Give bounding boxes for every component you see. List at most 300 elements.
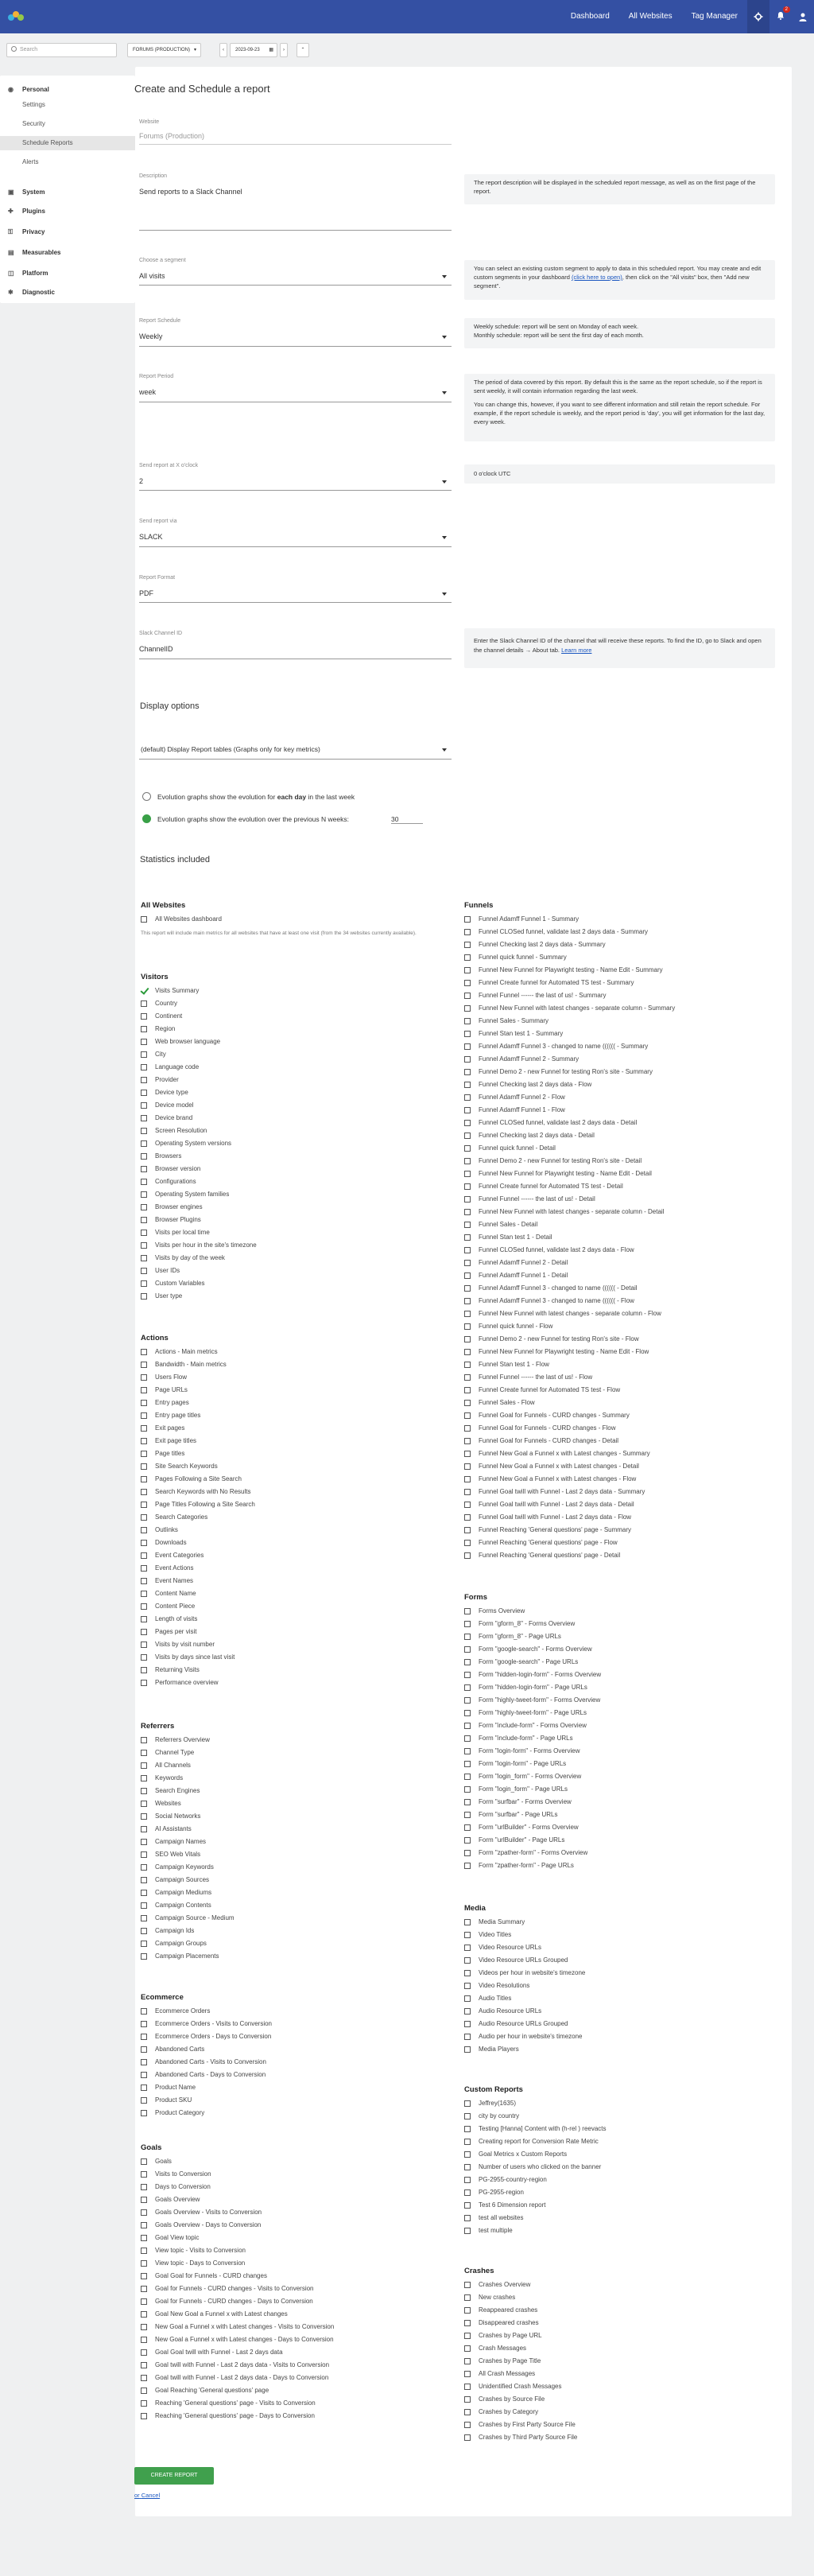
- report-checkbox-label[interactable]: Funnel Goal for Funnels - CURD changes - Flow: [479, 1424, 616, 1432]
- report-checkbox-label[interactable]: test multiple: [479, 2227, 513, 2234]
- report-checkbox-label[interactable]: Language code: [155, 1063, 200, 1070]
- report-checkbox[interactable]: [464, 1527, 471, 1533]
- report-checkbox-label[interactable]: Funnel Checking last 2 days data - Detail: [479, 1132, 595, 1139]
- report-checkbox[interactable]: [141, 1400, 147, 1406]
- report-checkbox[interactable]: [141, 1902, 147, 1909]
- report-checkbox[interactable]: [464, 1659, 471, 1665]
- report-checkbox[interactable]: [464, 1260, 471, 1266]
- report-checkbox-label[interactable]: Length of visits: [155, 1615, 198, 1622]
- report-checkbox[interactable]: [141, 2072, 147, 2078]
- report-checkbox-label[interactable]: Funnel Checking last 2 days data - Summary: [479, 941, 606, 948]
- report-checkbox-label[interactable]: Funnel Reaching 'General questions' page - Summary: [479, 1526, 632, 1533]
- report-checkbox[interactable]: [464, 1540, 471, 1546]
- report-checkbox[interactable]: [141, 1826, 147, 1832]
- report-checkbox[interactable]: [464, 1502, 471, 1508]
- report-checkbox-label[interactable]: Funnel Stan test 1 - Detail: [479, 1234, 552, 1241]
- report-checkbox[interactable]: [141, 1680, 147, 1686]
- report-checkbox[interactable]: [464, 993, 471, 999]
- report-checkbox[interactable]: [464, 1476, 471, 1482]
- report-checkbox-label[interactable]: Visits by visit number: [155, 1641, 215, 1648]
- report-checkbox[interactable]: [141, 1374, 147, 1381]
- report-checkbox-label[interactable]: Custom Variables: [155, 1280, 205, 1287]
- compare-toggle[interactable]: [297, 43, 309, 57]
- report-checkbox-label[interactable]: Device model: [155, 1102, 194, 1109]
- report-checkbox-label[interactable]: Form "include-form" - Forms Overview: [479, 1722, 587, 1729]
- report-checkbox-label[interactable]: Funnel Demo 2 - new Funnel for testing Ron's site - Flow: [479, 1335, 639, 1342]
- report-checkbox[interactable]: [464, 1209, 471, 1215]
- report-checkbox[interactable]: [464, 1697, 471, 1704]
- report-checkbox[interactable]: [464, 1983, 471, 1989]
- report-checkbox[interactable]: [141, 2209, 147, 2216]
- report-checkbox-label[interactable]: Video Titles: [479, 1931, 512, 1938]
- report-checkbox-label[interactable]: Funnel New Goal a Funnel x with Latest changes - Summary: [479, 1450, 650, 1457]
- report-checkbox[interactable]: [464, 2345, 471, 2352]
- report-checkbox-label[interactable]: Audio Resource URLs Grouped: [479, 2020, 568, 2027]
- report-checkbox[interactable]: [464, 1234, 471, 1241]
- report-checkbox-label[interactable]: Entry pages: [155, 1399, 189, 1406]
- report-checkbox[interactable]: [464, 2151, 471, 2158]
- report-checkbox-label[interactable]: Media Players: [479, 2046, 519, 2053]
- report-checkbox-label[interactable]: Site Search Keywords: [155, 1463, 218, 1470]
- report-checkbox[interactable]: [141, 1230, 147, 1236]
- report-checkbox[interactable]: [141, 2248, 147, 2254]
- report-checkbox-label[interactable]: Pages Following a Site Search: [155, 1475, 242, 1482]
- report-checkbox[interactable]: [141, 1953, 147, 1960]
- report-checkbox[interactable]: [464, 1919, 471, 1925]
- report-checkbox[interactable]: [141, 1578, 147, 1584]
- report-checkbox[interactable]: [464, 1723, 471, 1729]
- report-checkbox-label[interactable]: Videos per hour in website's timezone: [479, 1969, 586, 1976]
- report-checkbox[interactable]: [141, 1191, 147, 1198]
- report-checkbox[interactable]: [141, 2110, 147, 2116]
- report-checkbox-label[interactable]: Content Name: [155, 1590, 196, 1597]
- report-checkbox[interactable]: [464, 1761, 471, 1767]
- report-checkbox-label[interactable]: Disappeared crashes: [479, 2319, 539, 2326]
- report-checkbox[interactable]: [464, 1786, 471, 1793]
- report-checkbox-label[interactable]: New crashes: [479, 2294, 516, 2301]
- report-checkbox-label[interactable]: PG-2955-country-region: [479, 2176, 547, 2183]
- evolution-n-weeks-input[interactable]: 30: [391, 815, 423, 824]
- report-checkbox-label[interactable]: Browsers: [155, 1152, 182, 1160]
- app-logo[interactable]: [8, 10, 25, 22]
- report-checkbox-label[interactable]: Visits to Conversion: [155, 2170, 211, 2178]
- report-checkbox[interactable]: [464, 1425, 471, 1432]
- report-checkbox-label[interactable]: Crashes Overview: [479, 2281, 531, 2288]
- report-checkbox[interactable]: [464, 1412, 471, 1419]
- report-checkbox[interactable]: [141, 2324, 147, 2330]
- report-checkbox[interactable]: [141, 1616, 147, 1622]
- report-checkbox[interactable]: [464, 2434, 471, 2441]
- report-checkbox-label[interactable]: Funnel Stan test 1 - Summary: [479, 1030, 564, 1037]
- report-checkbox-label[interactable]: Performance overview: [155, 1679, 219, 1686]
- report-checkbox[interactable]: [141, 1362, 147, 1368]
- report-checkbox-label[interactable]: Social Networks: [155, 1813, 201, 1820]
- report-checkbox-label[interactable]: Funnel New Goal a Funnel x with Latest changes - Detail: [479, 1463, 639, 1470]
- report-checkbox[interactable]: [141, 1013, 147, 1020]
- report-checkbox-label[interactable]: Goal Goal twill with Funnel - Last 2 days data: [155, 2349, 283, 2356]
- report-checkbox[interactable]: [464, 1031, 471, 1037]
- report-checkbox[interactable]: [141, 1387, 147, 1393]
- report-checkbox[interactable]: [141, 2197, 147, 2203]
- report-checkbox[interactable]: [141, 1451, 147, 1457]
- report-checkbox-label[interactable]: Web browser language: [155, 1038, 221, 1045]
- report-checkbox[interactable]: [141, 1000, 147, 1007]
- report-checkbox-label[interactable]: Crashes by Category: [479, 2408, 539, 2415]
- report-checkbox[interactable]: [464, 1608, 471, 1614]
- report-checkbox[interactable]: [141, 2298, 147, 2305]
- report-checkbox-label[interactable]: Abandoned Carts - Visits to Conversion: [155, 2058, 266, 2065]
- report-checkbox[interactable]: [464, 2409, 471, 2415]
- report-checkbox-label[interactable]: test all websites: [479, 2214, 524, 2221]
- report-checkbox-label[interactable]: Funnel Sales - Flow: [479, 1399, 535, 1406]
- report-checkbox-label[interactable]: Funnel Create funnel for Automated TS test - Summary: [479, 979, 634, 986]
- report-checkbox[interactable]: [141, 2413, 147, 2419]
- report-checkbox-label[interactable]: Form "highly-tweet-form" - Page URLs: [479, 1709, 587, 1716]
- report-checkbox-label[interactable]: Goal twill with Funnel - Last 2 days data - Visits to Conversion: [155, 2361, 330, 2368]
- report-checkbox-label[interactable]: Goals Overview - Visits to Conversion: [155, 2209, 262, 2216]
- report-checkbox-label[interactable]: Reaching 'General questions' page - Visits to Conversion: [155, 2399, 316, 2407]
- report-checkbox-label[interactable]: Form "zpather-form" - Forms Overview: [479, 1849, 588, 1856]
- report-checkbox-label[interactable]: New Goal a Funnel x with Latest changes - Days to Conversion: [155, 2336, 334, 2343]
- report-checkbox[interactable]: [141, 1813, 147, 1820]
- report-checkbox[interactable]: [141, 2375, 147, 2381]
- report-checkbox-label[interactable]: Visits by day of the week: [155, 1254, 225, 1261]
- report-checkbox[interactable]: [464, 1621, 471, 1627]
- report-checkbox-label[interactable]: Funnel quick funnel - Flow: [479, 1323, 553, 1330]
- report-checkbox[interactable]: [464, 1107, 471, 1113]
- report-checkbox[interactable]: [141, 1864, 147, 1871]
- report-checkbox[interactable]: [141, 1540, 147, 1546]
- sidebar-item-alerts[interactable]: [0, 155, 135, 169]
- report-checkbox[interactable]: [141, 1750, 147, 1756]
- via-select[interactable]: SLACK: [139, 533, 163, 541]
- bell-icon[interactable]: [769, 0, 792, 33]
- report-checkbox[interactable]: [464, 2371, 471, 2377]
- cancel-link[interactable]: [134, 2492, 160, 2499]
- report-checkbox[interactable]: [141, 1489, 147, 1495]
- report-checkbox[interactable]: [464, 2046, 471, 2053]
- report-checkbox[interactable]: [141, 2235, 147, 2241]
- report-checkbox[interactable]: [464, 1710, 471, 1716]
- report-checkbox[interactable]: [141, 1115, 147, 1121]
- report-checkbox-label[interactable]: Product Name: [155, 2084, 196, 2091]
- report-checkbox[interactable]: [464, 1957, 471, 1964]
- report-checkbox-label[interactable]: Returning Visits: [155, 1666, 200, 1673]
- report-checkbox[interactable]: [464, 1684, 471, 1691]
- description-input[interactable]: Send reports to a Slack Channel: [139, 188, 242, 196]
- report-checkbox-label[interactable]: Crashes by First Party Source File: [479, 2421, 576, 2428]
- report-checkbox[interactable]: [141, 1591, 147, 1597]
- report-checkbox-label[interactable]: Funnel New Funnel with latest changes - separate column - Flow: [479, 1310, 661, 1317]
- report-checkbox[interactable]: [464, 1774, 471, 1780]
- report-checkbox[interactable]: [464, 1799, 471, 1805]
- evolution-n-weeks-radio[interactable]: [142, 814, 151, 823]
- report-checkbox-label[interactable]: Visits by days since last visit: [155, 1653, 235, 1661]
- report-checkbox[interactable]: [464, 1043, 471, 1050]
- sidebar-item-security[interactable]: [0, 117, 135, 131]
- report-checkbox-label[interactable]: Search Keywords with No Results: [155, 1488, 251, 1495]
- report-checkbox[interactable]: [464, 2384, 471, 2390]
- report-checkbox-label[interactable]: Goal Goal for Funnels - CURD changes: [155, 2272, 267, 2279]
- report-checkbox[interactable]: [141, 916, 147, 923]
- report-checkbox[interactable]: [141, 2337, 147, 2343]
- report-checkbox[interactable]: [141, 2184, 147, 2190]
- report-checkbox[interactable]: [141, 2349, 147, 2356]
- report-checkbox-label[interactable]: Audio per hour in website's timezone: [479, 2033, 583, 2040]
- report-checkbox[interactable]: [464, 1171, 471, 1177]
- report-checkbox-label[interactable]: Goal for Funnels - CURD changes - Visits to Conversion: [155, 2285, 314, 2292]
- report-checkbox[interactable]: [141, 1438, 147, 1444]
- report-checkbox[interactable]: [141, 1102, 147, 1109]
- report-checkbox-label[interactable]: Funnel Reaching 'General questions' page - Flow: [479, 1539, 618, 1546]
- report-checkbox[interactable]: [141, 1762, 147, 1769]
- report-checkbox-label[interactable]: Form "zpather-form" - Page URLs: [479, 1862, 574, 1869]
- report-checkbox[interactable]: [141, 2388, 147, 2394]
- report-checkbox[interactable]: [464, 1646, 471, 1653]
- site-selector[interactable]: [127, 43, 201, 57]
- report-checkbox-label[interactable]: Region: [155, 1025, 176, 1032]
- report-checkbox[interactable]: [141, 2008, 147, 2015]
- report-checkbox-label[interactable]: Funnel Sales - Detail: [479, 1221, 538, 1228]
- report-checkbox[interactable]: [141, 1527, 147, 1533]
- report-checkbox[interactable]: [141, 1552, 147, 1559]
- report-checkbox[interactable]: [141, 2097, 147, 2104]
- report-checkbox-label[interactable]: Event Actions: [155, 1564, 194, 1572]
- report-checkbox[interactable]: [141, 2059, 147, 2065]
- report-checkbox-label[interactable]: Funnel Goal for Funnels - CURD changes - Detail: [479, 1437, 619, 1444]
- report-checkbox[interactable]: [464, 1387, 471, 1393]
- report-checkbox-label[interactable]: New Goal a Funnel x with Latest changes - Visits to Conversion: [155, 2323, 335, 2330]
- report-checkbox[interactable]: [141, 1140, 147, 1147]
- channel-input[interactable]: ChannelID: [139, 645, 173, 653]
- report-checkbox-label[interactable]: Funnel Adamff Funnel 1 - Detail: [479, 1272, 568, 1279]
- report-checkbox-label[interactable]: Screen Resolution: [155, 1127, 207, 1134]
- report-checkbox-label[interactable]: Product SKU: [155, 2096, 192, 2104]
- report-checkbox-label[interactable]: Visits per hour in the site's timezone: [155, 1241, 257, 1249]
- report-checkbox-label[interactable]: Funnel Sales - Summary: [479, 1017, 549, 1024]
- report-checkbox-label[interactable]: Reaching 'General questions' page - Days to Conversion: [155, 2412, 315, 2419]
- report-checkbox[interactable]: [464, 1082, 471, 1088]
- nav-dashboard[interactable]: Dashboard: [570, 12, 610, 21]
- report-checkbox-label[interactable]: Form "login-form" - Page URLs: [479, 1760, 567, 1767]
- report-checkbox-label[interactable]: Funnel Create funnel for Automated TS test - Detail: [479, 1183, 623, 1190]
- report-checkbox-label[interactable]: Abandoned Carts - Days to Conversion: [155, 2071, 266, 2078]
- report-checkbox-label[interactable]: Funnel CLOSed funnel, validate last 2 days data - Summary: [479, 928, 648, 935]
- report-checkbox[interactable]: [141, 2286, 147, 2292]
- report-checkbox-label[interactable]: Websites: [155, 1800, 181, 1807]
- report-checkbox[interactable]: [141, 1629, 147, 1635]
- report-checkbox[interactable]: [141, 1051, 147, 1058]
- report-checkbox[interactable]: [464, 1222, 471, 1228]
- report-checkbox[interactable]: [141, 1877, 147, 1883]
- report-checkbox-label[interactable]: Page Titles Following a Site Search: [155, 1501, 255, 1508]
- report-checkbox[interactable]: [141, 1890, 147, 1896]
- report-checkbox-label[interactable]: Users Flow: [155, 1373, 188, 1381]
- report-checkbox[interactable]: [464, 2422, 471, 2428]
- sidebar-item-system[interactable]: [0, 185, 135, 200]
- report-checkbox[interactable]: [464, 1247, 471, 1253]
- report-checkbox-label[interactable]: Funnel Funnel ------ the last of us! - Detail: [479, 1195, 595, 1203]
- report-checkbox[interactable]: [141, 1153, 147, 1160]
- report-checkbox[interactable]: [141, 2311, 147, 2318]
- report-checkbox-label[interactable]: Referrers Overview: [155, 1736, 210, 1743]
- report-checkbox-label[interactable]: Continent: [155, 1012, 183, 1020]
- report-checkbox-label[interactable]: Actions - Main metrics: [155, 1348, 218, 1355]
- report-checkbox[interactable]: [464, 1323, 471, 1330]
- channel-help-link[interactable]: Learn more: [561, 647, 592, 654]
- period-select[interactable]: week: [139, 388, 157, 396]
- report-checkbox[interactable]: [464, 1285, 471, 1292]
- report-checkbox-label[interactable]: Video Resource URLs: [479, 1944, 542, 1951]
- report-checkbox-label[interactable]: Form "login-form" - Forms Overview: [479, 1747, 580, 1754]
- report-checkbox-label[interactable]: Funnel Adamff Funnel 2 - Flow: [479, 1094, 565, 1101]
- report-checkbox-label[interactable]: Operating System families: [155, 1191, 230, 1198]
- report-checkbox-label[interactable]: Search Engines: [155, 1787, 200, 1794]
- report-checkbox[interactable]: [141, 1915, 147, 1921]
- report-checkbox-label[interactable]: Goals: [155, 2158, 172, 2165]
- sidebar-item-diagnostic[interactable]: [0, 286, 135, 300]
- report-checkbox[interactable]: [464, 2034, 471, 2040]
- report-checkbox[interactable]: [141, 1565, 147, 1572]
- report-checkbox-label[interactable]: Funnel Adamff Funnel 1 - Flow: [479, 1106, 565, 1113]
- report-checkbox-label[interactable]: Form "surfbar" - Forms Overview: [479, 1798, 572, 1805]
- report-checkbox[interactable]: [141, 1851, 147, 1858]
- report-checkbox-label[interactable]: Ecommerce Orders - Visits to Conversion: [155, 2020, 273, 2027]
- report-checkbox[interactable]: [141, 2046, 147, 2053]
- report-checkbox-label[interactable]: Funnel New Funnel with latest changes - separate column - Summary: [479, 1004, 676, 1012]
- report-checkbox[interactable]: [141, 988, 147, 994]
- display-select[interactable]: (default) Display Report tables (Graphs only for key metrics): [141, 745, 320, 753]
- report-checkbox[interactable]: [141, 1204, 147, 1210]
- report-checkbox[interactable]: [464, 2189, 471, 2196]
- report-checkbox[interactable]: [141, 1667, 147, 1673]
- report-checkbox[interactable]: [464, 2202, 471, 2209]
- report-checkbox-label[interactable]: Configurations: [155, 1178, 196, 1185]
- report-checkbox[interactable]: [464, 2358, 471, 2364]
- report-checkbox-label[interactable]: Campaign Sources: [155, 1876, 210, 1883]
- report-checkbox[interactable]: [141, 2158, 147, 2165]
- report-checkbox[interactable]: [464, 1005, 471, 1012]
- report-checkbox-label[interactable]: Campaign Placements: [155, 1952, 219, 1960]
- report-checkbox[interactable]: [141, 1280, 147, 1287]
- report-checkbox[interactable]: [141, 1166, 147, 1172]
- report-checkbox-label[interactable]: Funnel Funnel ------ the last of us! - Flow: [479, 1373, 593, 1381]
- report-checkbox[interactable]: [464, 1145, 471, 1152]
- report-checkbox[interactable]: [141, 1476, 147, 1482]
- search-input[interactable]: [6, 43, 117, 57]
- report-checkbox[interactable]: [141, 1255, 147, 1261]
- report-checkbox-label[interactable]: Form "login_form" - Forms Overview: [479, 1773, 582, 1780]
- report-checkbox[interactable]: [464, 2164, 471, 2170]
- report-checkbox-label[interactable]: Form "gform_8" - Page URLs: [479, 1633, 561, 1640]
- report-checkbox-label[interactable]: Browser Plugins: [155, 1216, 201, 1223]
- format-select[interactable]: PDF: [139, 589, 153, 597]
- schedule-select[interactable]: Weekly: [139, 332, 163, 340]
- report-checkbox-label[interactable]: Funnel Reaching 'General questions' page - Detail: [479, 1552, 621, 1559]
- report-checkbox-label[interactable]: Event Categories: [155, 1552, 204, 1559]
- report-checkbox-label[interactable]: Test 6 Dimension report: [479, 2201, 546, 2209]
- report-checkbox-label[interactable]: Abandoned Carts: [155, 2046, 205, 2053]
- report-checkbox-label[interactable]: Crashes by Page Title: [479, 2357, 541, 2364]
- report-checkbox-label[interactable]: Goals Overview: [155, 2196, 200, 2203]
- report-checkbox[interactable]: [464, 1362, 471, 1368]
- report-checkbox[interactable]: [464, 1451, 471, 1457]
- report-checkbox[interactable]: [141, 1737, 147, 1743]
- report-checkbox-label[interactable]: Campaign Names: [155, 1838, 207, 1845]
- report-checkbox-label[interactable]: User IDs: [155, 1267, 180, 1274]
- report-checkbox[interactable]: [464, 1463, 471, 1470]
- report-checkbox-label[interactable]: Campaign Keywords: [155, 1863, 214, 1871]
- report-checkbox[interactable]: [141, 1502, 147, 1508]
- report-checkbox-label[interactable]: Funnel Funnel ------ the last of us! - Summary: [479, 992, 607, 999]
- report-checkbox[interactable]: [464, 1863, 471, 1869]
- report-checkbox[interactable]: [141, 1039, 147, 1045]
- sidebar-item-measurables[interactable]: [0, 246, 135, 260]
- report-checkbox-label[interactable]: View topic - Visits to Conversion: [155, 2247, 246, 2254]
- report-checkbox[interactable]: [464, 1374, 471, 1381]
- report-checkbox-label[interactable]: Funnel Adamff Funnel 2 - Detail: [479, 1259, 568, 1266]
- report-checkbox-label[interactable]: Forms Overview: [479, 1607, 525, 1614]
- report-checkbox-label[interactable]: Funnel Checking last 2 days data - Flow: [479, 1081, 592, 1088]
- report-checkbox[interactable]: [464, 1158, 471, 1164]
- report-checkbox[interactable]: [464, 916, 471, 923]
- report-checkbox-label[interactable]: Funnel Adamff Funnel 1 - Summary: [479, 915, 579, 923]
- report-checkbox-label[interactable]: Page titles: [155, 1450, 185, 1457]
- report-checkbox-label[interactable]: Crashes by Page URL: [479, 2332, 542, 2339]
- report-checkbox-label[interactable]: Goal for Funnels - CURD changes - Days to Conversion: [155, 2298, 313, 2305]
- sidebar-item-privacy[interactable]: [0, 225, 135, 239]
- sidebar-item-plugins[interactable]: [0, 204, 135, 219]
- sidebar-item-schedule-reports[interactable]: [0, 136, 135, 150]
- report-checkbox[interactable]: [464, 1196, 471, 1203]
- report-checkbox[interactable]: [141, 1026, 147, 1032]
- report-checkbox-label[interactable]: Event Names: [155, 1577, 194, 1584]
- report-checkbox-label[interactable]: Funnel quick funnel - Detail: [479, 1144, 556, 1152]
- report-checkbox-label[interactable]: Goal New Goal a Funnel x with Latest changes: [155, 2310, 288, 2318]
- report-checkbox[interactable]: [464, 1514, 471, 1521]
- report-checkbox[interactable]: [141, 2171, 147, 2178]
- report-checkbox-label[interactable]: Crash Messages: [479, 2345, 527, 2352]
- report-checkbox-label[interactable]: Funnel Create funnel for Automated TS test - Flow: [479, 1386, 621, 1393]
- report-checkbox-label[interactable]: Audio Resource URLs: [479, 2007, 542, 2015]
- report-checkbox-label[interactable]: Form "highly-tweet-form" - Forms Overview: [479, 1696, 601, 1704]
- report-checkbox[interactable]: [141, 1217, 147, 1223]
- report-checkbox[interactable]: [464, 1298, 471, 1304]
- report-checkbox[interactable]: [141, 1603, 147, 1610]
- report-checkbox-label[interactable]: Exit page titles: [155, 1437, 197, 1444]
- report-checkbox-label[interactable]: Funnel CLOSed funnel, validate last 2 days data - Flow: [479, 1246, 634, 1253]
- report-checkbox[interactable]: [141, 1941, 147, 1947]
- report-checkbox-label[interactable]: Form "google-search" - Page URLs: [479, 1658, 579, 1665]
- report-checkbox[interactable]: [464, 2126, 471, 2132]
- report-checkbox-label[interactable]: Funnel Demo 2 - new Funnel for testing Ron's site - Summary: [479, 1068, 653, 1075]
- report-checkbox[interactable]: [141, 1839, 147, 1845]
- report-checkbox[interactable]: [464, 967, 471, 973]
- report-checkbox[interactable]: [464, 1970, 471, 1976]
- report-checkbox-label[interactable]: Funnel Adamff Funnel 3 - changed to name (((((( - Summary: [479, 1043, 649, 1050]
- sidebar-item-platform[interactable]: [0, 266, 135, 281]
- report-checkbox-label[interactable]: Funnel New Goal a Funnel x with Latest changes - Flow: [479, 1475, 637, 1482]
- report-checkbox[interactable]: [464, 1438, 471, 1444]
- report-checkbox-label[interactable]: Audio Titles: [479, 1995, 512, 2002]
- report-checkbox[interactable]: [141, 1349, 147, 1355]
- report-checkbox-label[interactable]: Form "gform_8" - Forms Overview: [479, 1620, 576, 1627]
- previous-period-button[interactable]: ‹: [219, 43, 227, 57]
- report-checkbox-label[interactable]: Form "login_form" - Page URLs: [479, 1785, 568, 1793]
- next-period-button[interactable]: ›: [280, 43, 288, 57]
- report-checkbox-label[interactable]: Funnel Adamff Funnel 3 - changed to name (((((( - Detail: [479, 1284, 638, 1292]
- gear-icon[interactable]: [747, 0, 769, 33]
